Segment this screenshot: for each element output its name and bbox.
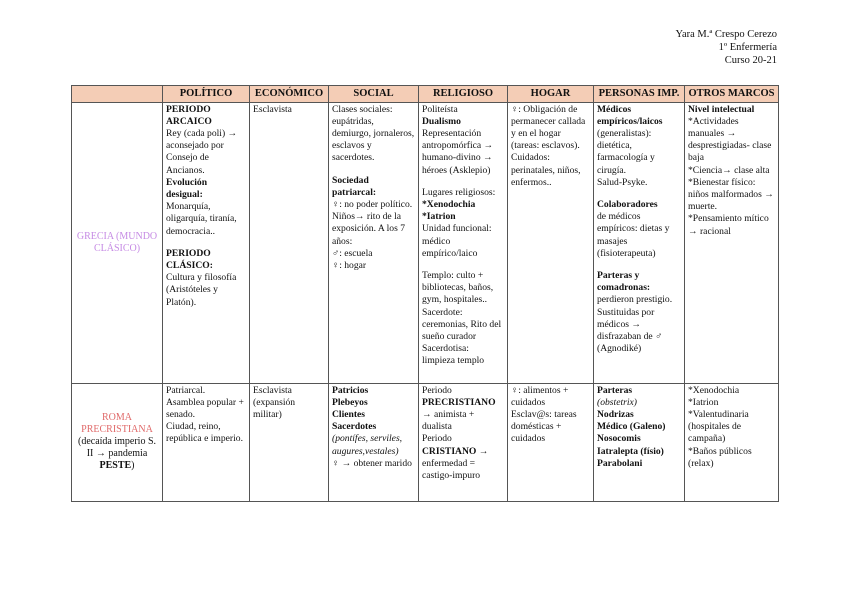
cell-line: ♀: no poder político. bbox=[332, 198, 413, 210]
cell-line: → animista + dualista bbox=[422, 408, 475, 433]
cell-line: Patricios bbox=[332, 384, 369, 396]
cell-line: Evolución desigual: bbox=[166, 176, 208, 200]
cell-line: (pontífes, serviles, augures,vestales) bbox=[332, 433, 403, 457]
cell-line: Clases sociales: eupátridas, demiurgo, jornaleros, esclavos y sacerdotes. bbox=[332, 103, 415, 164]
cell-line: Representación antropomórfica → humano-divino → héroes (Asklepio) bbox=[422, 127, 494, 176]
cell-line: Médicos empíricos/laicos bbox=[597, 103, 663, 127]
cell-line: Cultura y filosofía (Aristóteles y Platón). bbox=[166, 272, 237, 308]
cell-line: *Iatrion bbox=[422, 211, 456, 223]
corner-cell bbox=[72, 86, 163, 103]
cell-line: *Actividades manuales → desprestigiadas- clase baja bbox=[688, 115, 772, 164]
cell-line: Nodrizas bbox=[597, 408, 634, 420]
table-cell bbox=[250, 383, 329, 501]
cell-gap bbox=[597, 260, 681, 270]
cell-line: Cuidados: perinatales, niños, enfermos.. bbox=[511, 152, 581, 188]
cell-line: Lugares religiosos: bbox=[422, 186, 496, 198]
document-header bbox=[675, 28, 777, 67]
cell-line: Salud-Psyke. bbox=[597, 176, 648, 188]
cell-gap bbox=[166, 238, 246, 248]
cell-line: ♀: Obligación de permanecer callada y en el hogar (tareas: esclavos). bbox=[511, 103, 586, 152]
cell-line: enfermedad = castigo-impuro bbox=[422, 457, 481, 481]
col-header: ECONÓMICO bbox=[250, 86, 329, 103]
cell-gap bbox=[332, 165, 415, 175]
cell-line: Periodo bbox=[422, 384, 452, 396]
row-label-text: GRECIA (MUNDO CLÁSICO) bbox=[76, 230, 158, 254]
author-name: Yara M.ª Crespo Cerezo bbox=[675, 29, 777, 40]
course-label: 1º Enfermería bbox=[718, 42, 777, 53]
col-header: SOCIAL bbox=[329, 86, 419, 103]
cell-line: Sociedad patriarcal: bbox=[332, 174, 377, 198]
cell-line: Sacerdote: ceremonias, Rito del sueño curador bbox=[422, 306, 502, 342]
cell-line: (obstetrix) bbox=[597, 396, 637, 408]
row-label-end: ) bbox=[131, 460, 135, 471]
cell-line: *Xenodochia bbox=[422, 198, 476, 210]
cell-line: Ciudad, reino, república e imperio. bbox=[166, 421, 243, 445]
cell-line: Clientes bbox=[332, 408, 366, 420]
cell-line: Esclavista (expansión militar) bbox=[253, 384, 296, 420]
col-header: HOGAR bbox=[508, 86, 594, 103]
cell-line: Esclavista bbox=[253, 103, 292, 115]
table-cell bbox=[685, 102, 779, 383]
cell-line: Parabolani bbox=[597, 457, 643, 469]
cell-line: Nosocomis bbox=[597, 433, 641, 445]
row-label-rome bbox=[72, 383, 163, 501]
cell-line: PERIODO CLÁSICO: bbox=[166, 247, 213, 271]
cell-gap bbox=[422, 260, 504, 270]
cell-line: Nivel intelectual bbox=[688, 103, 755, 115]
cell-line: Plebeyos bbox=[332, 396, 368, 408]
cell-line: Parteras bbox=[597, 384, 633, 396]
table-cell bbox=[329, 102, 419, 383]
cell-line: *Xenodochia bbox=[688, 384, 740, 396]
row-label-extra: (decaída imperio S. II → pandemia bbox=[77, 436, 157, 459]
cell-line: Sacerdotes bbox=[332, 421, 377, 433]
cell-line: Periodo bbox=[422, 433, 452, 445]
cell-line: Niños→ rito de la exposición. A los 7 años: bbox=[332, 211, 406, 247]
cell-line: *Bienestar físico: niños malformados → muerte. bbox=[688, 176, 774, 213]
table-cell bbox=[419, 383, 508, 501]
col-header: OTROS MARCOS bbox=[685, 86, 779, 103]
cell-line: Iatralepta (físio) bbox=[597, 445, 664, 457]
table-cell bbox=[163, 383, 250, 501]
table-cell bbox=[329, 383, 419, 501]
table-cell bbox=[685, 383, 779, 501]
row-label-bold: PESTE bbox=[99, 460, 132, 471]
year-label: Curso 20-21 bbox=[724, 55, 777, 66]
table-row-greece bbox=[72, 102, 779, 383]
cell-line: CRISTIANO → bbox=[422, 445, 489, 457]
cell-line: Politeísta bbox=[422, 103, 458, 115]
col-header: POLÍTICO bbox=[163, 86, 250, 103]
cell-line: *Iatrion bbox=[688, 396, 719, 408]
cell-line: ♂: escuela bbox=[332, 247, 373, 259]
cell-line: Sacerdotisa: limpieza templo bbox=[422, 343, 485, 367]
cell-line: PERIODO ARCAICO bbox=[166, 103, 212, 127]
cell-line: Colaboradores bbox=[597, 198, 658, 210]
history-table bbox=[71, 85, 779, 502]
table-cell bbox=[594, 102, 685, 383]
cell-line: Esclav@s: tareas domésticas + cuidados bbox=[511, 408, 577, 445]
cell-gap bbox=[422, 177, 504, 187]
col-header: RELIGIOSO bbox=[419, 86, 508, 103]
cell-line: ♀: hogar bbox=[332, 259, 367, 271]
cell-line: perdieron prestigio. Sustituidas por médicos → disfrazaban de ♂ (Agnodiké) bbox=[597, 294, 673, 355]
cell-line: (generalistas): dietética, farmacología y cirugía. bbox=[597, 127, 655, 176]
cell-line: *Ciencia→ clase alta bbox=[688, 164, 770, 176]
cell-line: de médicos empíricos: dietas y masajes (fisioterapeuta) bbox=[597, 211, 670, 259]
cell-line: Parteras y comadronas: bbox=[597, 269, 651, 294]
cell-line: PRECRISTIANO bbox=[422, 396, 496, 408]
cell-line: ♀ → obtener marido bbox=[332, 457, 412, 469]
table-cell bbox=[594, 383, 685, 501]
table-cell bbox=[508, 102, 594, 383]
col-header: PERSONAS IMP. bbox=[594, 86, 685, 103]
cell-line: Monarquía, oligarquía, tiranía, democracia.. bbox=[166, 201, 237, 237]
cell-line: *Pensamiento mítico → racional bbox=[688, 213, 769, 237]
row-label-greece bbox=[72, 102, 163, 383]
cell-line: Templo: culto + bibliotecas, baños, gym, hospitales.. bbox=[422, 269, 494, 306]
cell-line: ♀: alimentos + cuidados bbox=[511, 384, 569, 408]
cell-line: Dualismo bbox=[422, 115, 461, 127]
cell-line: Unidad funcional: médico empírico/laico bbox=[422, 223, 492, 259]
cell-line: *Valentudinaria (hospitales de campaña) bbox=[688, 408, 749, 445]
table-row-rome bbox=[72, 383, 779, 501]
cell-line: *Baños públicos (relax) bbox=[688, 445, 752, 469]
cell-line: Médico (Galeno) bbox=[597, 421, 666, 433]
table-cell bbox=[419, 102, 508, 383]
table-cell bbox=[163, 102, 250, 383]
cell-line: Asamblea popular + senado. bbox=[166, 396, 244, 420]
table-cell bbox=[508, 383, 594, 501]
cell-line: Rey (cada poli) → aconsejado por Consejo de Ancianos. bbox=[166, 127, 238, 176]
row-label-text: ROMA PRECRISTIANA bbox=[81, 412, 153, 435]
header-row bbox=[72, 86, 779, 103]
cell-line: Patriarcal. bbox=[166, 384, 206, 396]
table-cell bbox=[250, 102, 329, 383]
cell-gap bbox=[597, 189, 681, 199]
